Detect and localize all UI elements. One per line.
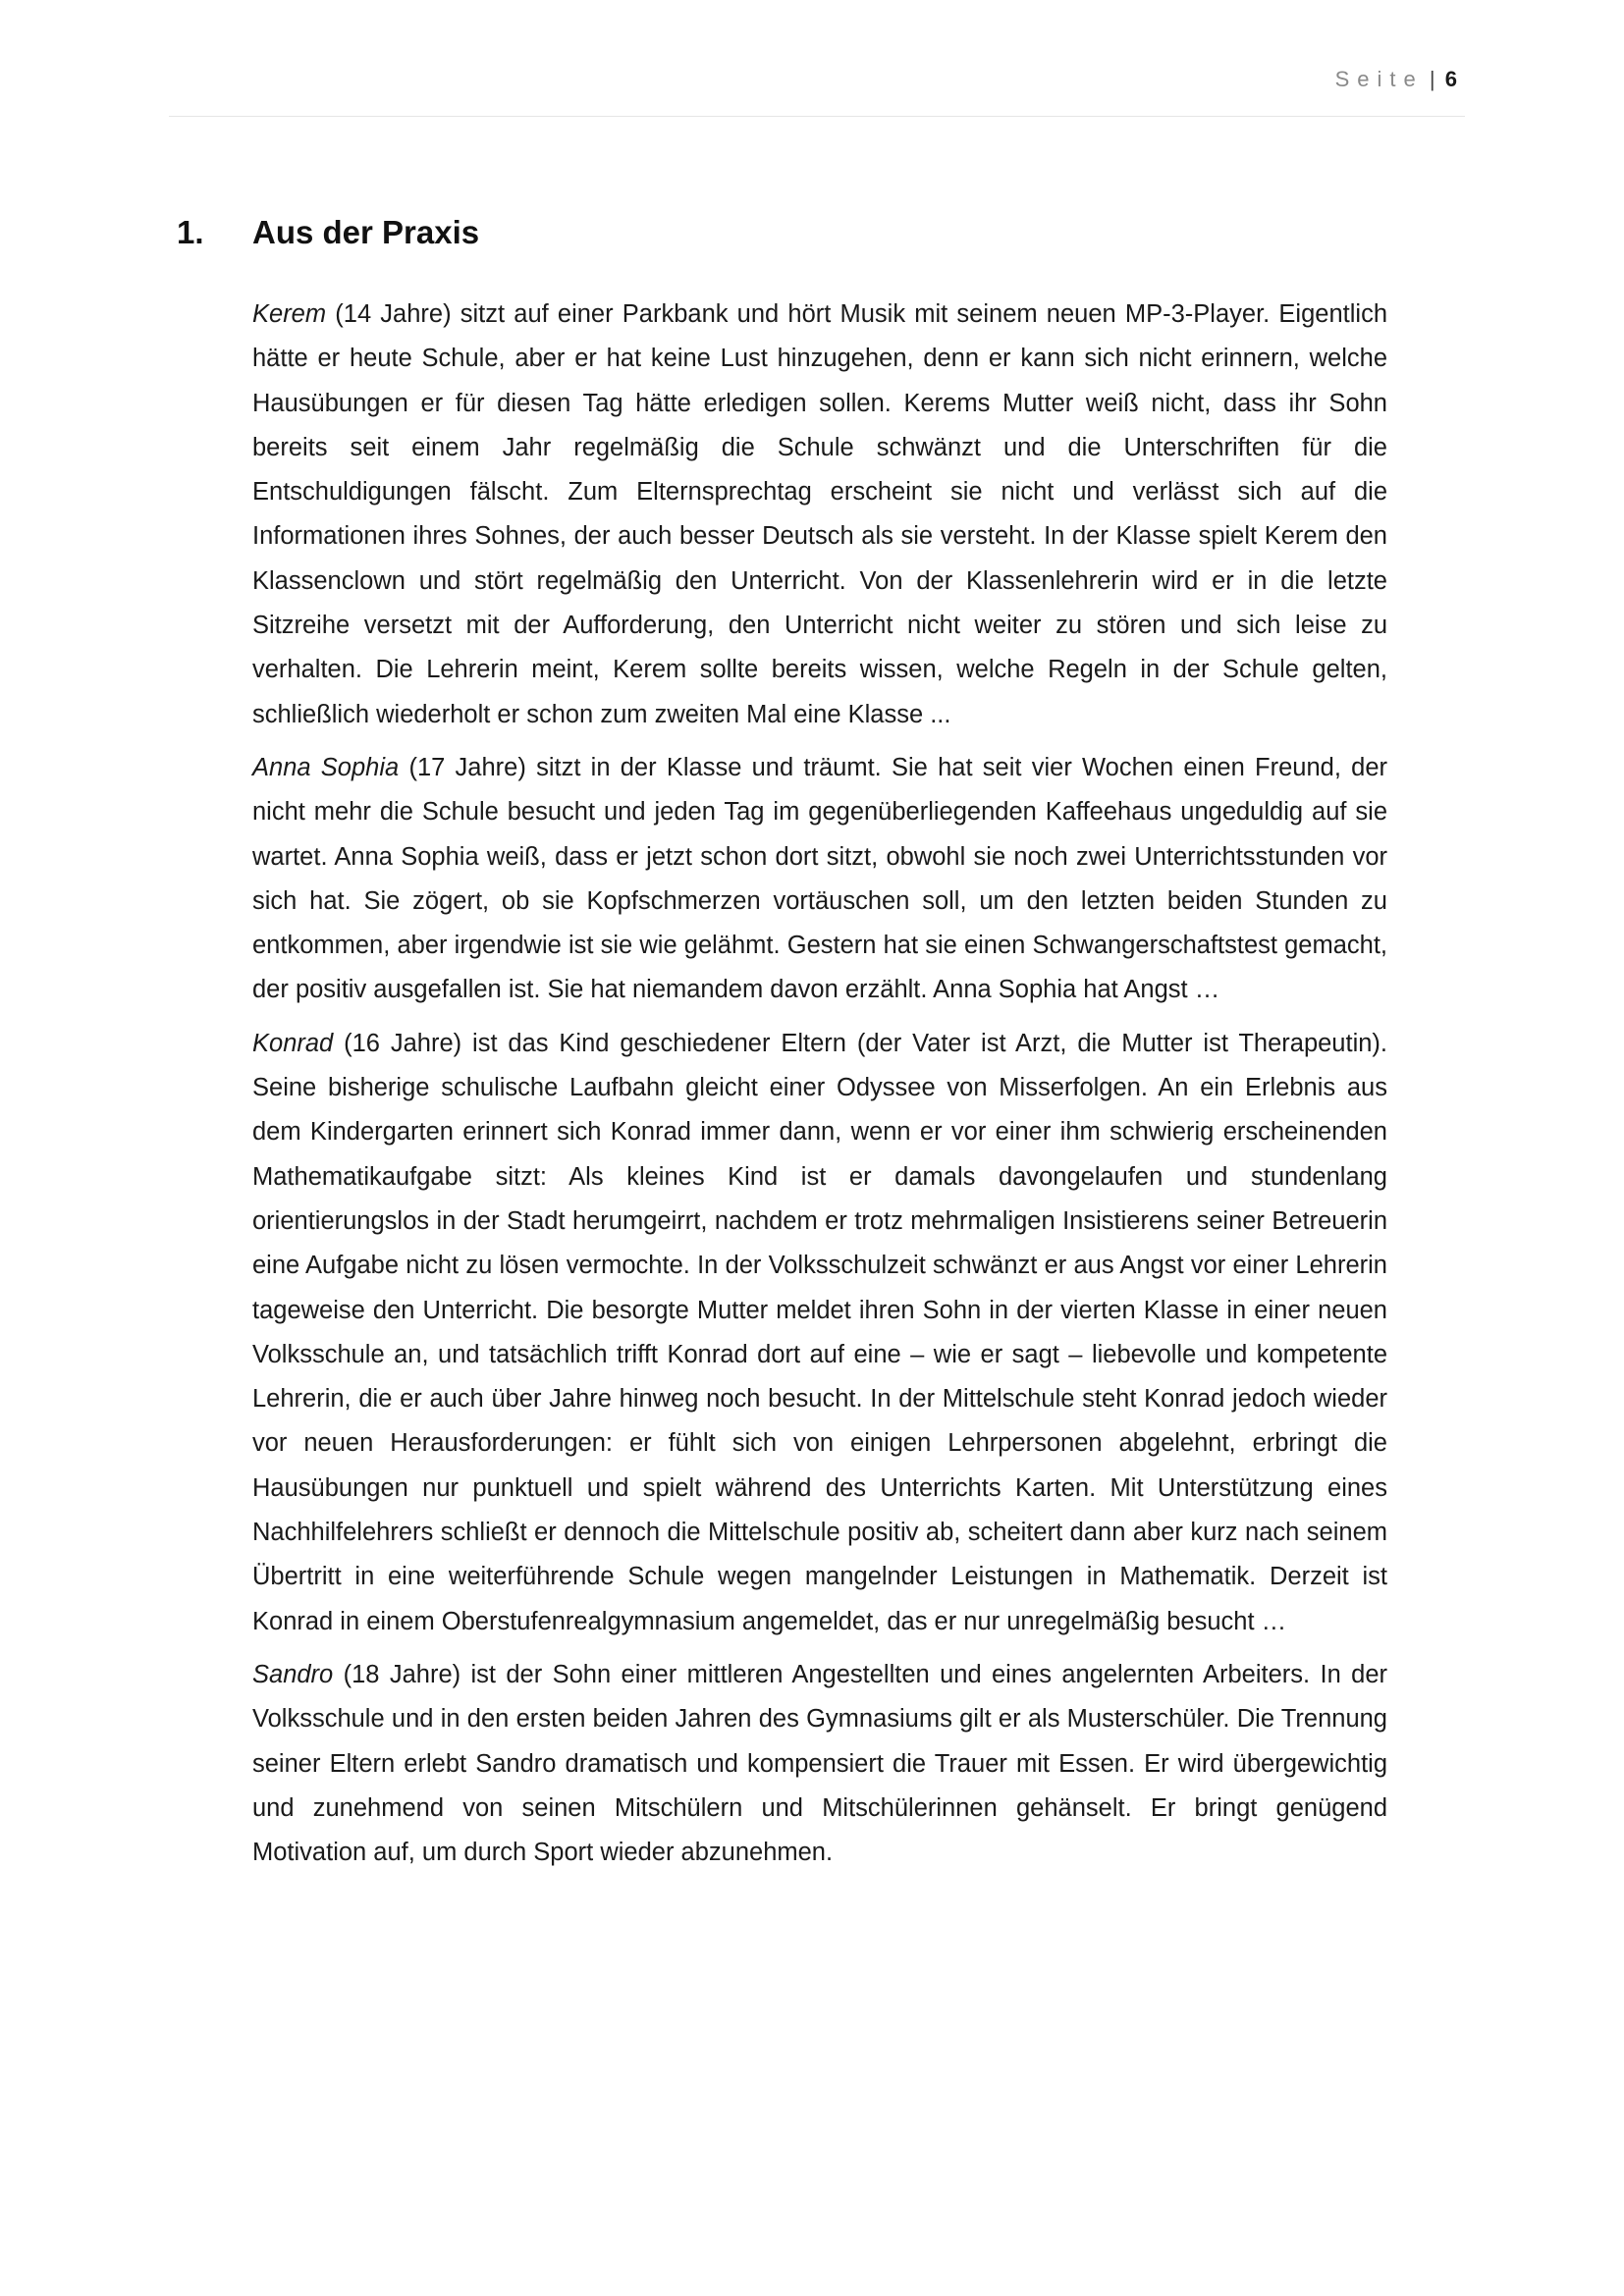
paragraph-text: (17 Jahre) sitzt in der Klasse und träumt. Sie hat seit vier Wochen einen Freund, der nicht mehr die Schule besucht und jeden Tag im gegenüberliegenden Kaffeehaus ungeduldig auf sie wartet. Anna Sophia weiß, dass er jetzt schon dort sitzt, obwohl sie noch zwei Unterrichtsstunden vor sich hat. Sie zögert, ob sie Kopfschmerzen vortäuschen soll, um den letzten beiden Stunden zu entkommen, aber irgendwie ist sie wie gelähmt. Gestern hat sie einen Schwangerschaftstest gemacht, der positiv ausgefallen ist. Sie hat niemandem davon erzählt. Anna Sophia hat Angst … bbox=[252, 753, 1387, 1004]
paragraph-anna-sophia bbox=[252, 746, 1387, 1013]
page-number bbox=[1335, 67, 1457, 92]
page-header bbox=[169, 65, 1465, 117]
body-text bbox=[252, 293, 1387, 1884]
section-title: Aus der Praxis bbox=[252, 214, 480, 250]
person-name: Anna Sophia bbox=[252, 753, 400, 781]
section-number: 1. bbox=[177, 214, 204, 250]
person-name: Kerem bbox=[252, 300, 327, 328]
paragraph-text: (16 Jahre) ist das Kind geschiedener Eltern (der Vater ist Arzt, die Mutter ist Therapeutin). Seine bisherige schulische Laufbahn gleicht einer Odyssee von Misserfolgen. An ein Erlebnis aus dem Kindergarten erinnert sich Konrad immer dann, wenn er vor einer ihm schwierig erscheinenden Mathematikaufgabe sitzt: Als kleines Kind ist er damals davongelaufen und stundenlang orientierungslos in der Stadt herumgeirrt, nachdem er trotz mehrmaligen Insistierens seiner Betreuerin eine Aufgabe nicht zu lösen vermochte. In der Volksschulzeit schwänzt er aus Angst vor einer Lehrerin tageweise den Unterricht. Die besorgte Mutter meldet ihren Sohn in der vierten Klasse in einer neuen Volksschule an, und tatsächlich trifft Konrad dort auf eine – wie er sagt – liebevolle und kompetente Lehrerin, die er auch über Jahre hinweg noch besucht. In der Mittelschule steht Konrad jedoch wieder vor neuen Herausforderungen: er fühlt sich von einigen Lehrpersonen abgelehnt, erbringt die Hausübungen nur punktuell und spielt während des Unterrichts Karten. Mit Unterstützung eines Nachhilfelehrers schließt er dennoch die Mittelschule positiv ab, scheitert dann aber kurz nach seinem Übertritt in eine weiterführende Schule wegen mangelnder Leistungen in Mathematik. Derzeit ist Konrad in einem Oberstufenrealgymnasium angemeldet, das er nur unregelmäßig besucht … bbox=[252, 1029, 1387, 1635]
page-separator: | bbox=[1429, 67, 1435, 91]
paragraph-text: (18 Jahre) ist der Sohn einer mittleren Angestellten und eines angelernten Arbeiters. In der Volksschule und in den ersten beiden Jahren des Gymnasiums gilt er als Musterschüler. Die Trennung seiner Eltern erlebt Sandro dramatisch und kompensiert die Trauer mit Essen. Er wird übergewichtig und zunehmend von seinen Mitschülern und Mitschülerinnen gehänselt. Er bringt genügend Motivation auf, um durch Sport wieder abzunehmen. bbox=[252, 1660, 1387, 1867]
paragraph-text: (14 Jahre) sitzt auf einer Parkbank und hört Musik mit seinem neuen MP-3-Player. Eigentlich hätte er heute Schule, aber er hat keine Lust hinzugehen, denn er kann sich nicht erinnern, welche Hausübungen er für diesen Tag hätte erledigen sollen. Kerems Mutter weiß nicht, dass ihr Sohn bereits seit einem Jahr regelmäßig die Schule schwänzt und die Unterschriften für die Entschuldigungen fälscht. Zum Elternsprechtag erscheint sie nicht und verlässt sich auf die Informationen ihres Sohnes, der auch besser Deutsch als sie versteht. In der Klasse spielt Kerem den Klassenclown und stört regelmäßig den Unterricht. Von der Klassenlehrerin wird er in die letzte Sitzreihe versetzt mit der Aufforderung, den Unterricht nicht weiter zu stören und sich leise zu verhalten. Die Lehrerin meint, Kerem sollte bereits wissen, welche Regeln in der Schule gelten, schließlich wiederholt er schon zum zweiten Mal eine Klasse ... bbox=[252, 300, 1387, 728]
person-name: Sandro bbox=[252, 1660, 334, 1688]
section-heading bbox=[177, 214, 479, 251]
page-number-value: 6 bbox=[1444, 67, 1457, 91]
person-name: Konrad bbox=[252, 1029, 334, 1057]
page-label: Seite bbox=[1334, 67, 1424, 91]
paragraph-konrad bbox=[252, 1022, 1387, 1644]
paragraph-sandro bbox=[252, 1653, 1387, 1875]
paragraph-kerem bbox=[252, 293, 1387, 737]
